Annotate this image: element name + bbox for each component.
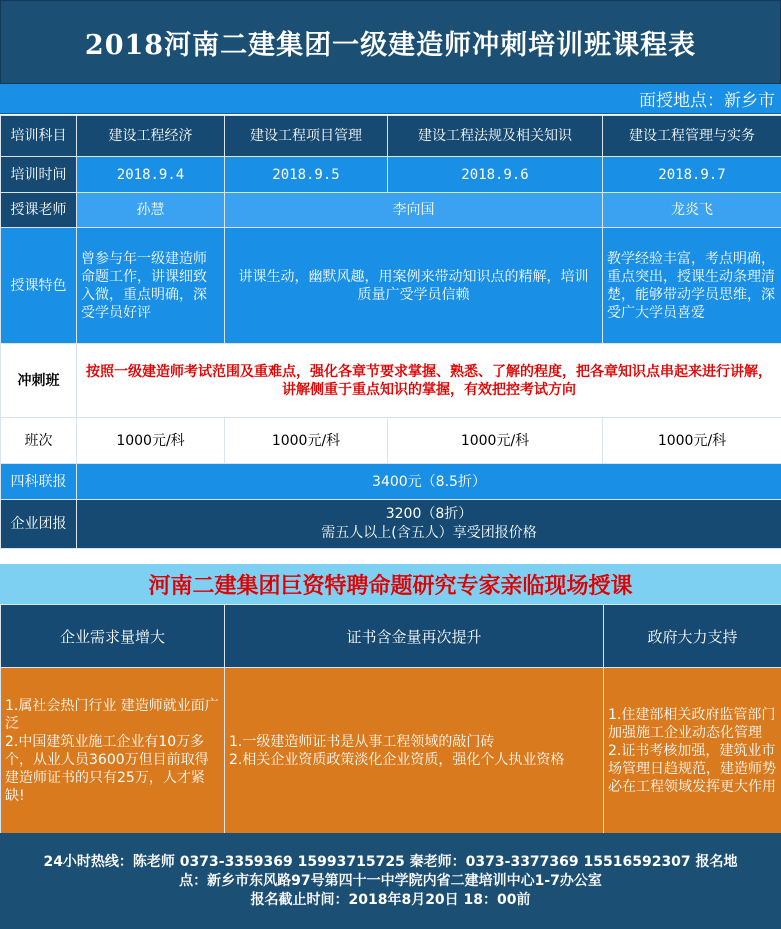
highlight-line: 2.中国建筑业施工企业有10万多个，从业人员3600万但目前取得建造师证书的只有25万，人才紧缺! — [5, 733, 209, 804]
sprint-label: 冲刺班 — [1, 344, 77, 418]
highlight-heading: 政府大力支持 — [604, 605, 781, 668]
address-text: 点：新乡市东风路97号第四十一中学院内省二建培训中心1-7办公室 — [179, 873, 602, 889]
highlight-line: 1.一级建造师证书是从事工程领域的敲门砖 — [229, 733, 495, 750]
sprint-row — [1, 344, 781, 418]
highlight-line: 2.相关企业资质政策淡化企业资质，强化个人执业资格 — [229, 751, 565, 768]
combo-price: 3400元（8.5折） — [77, 464, 781, 500]
feature-label: 授课特色 — [1, 228, 77, 344]
highlight-line: 1.属社会热门行业 建造师就业面广泛 — [5, 697, 219, 732]
highlight-line: 2.证书考核加强，建筑业市场管理日趋规范，建造师势必在工程领域发挥更大作用 — [608, 742, 776, 795]
sprint-description: 按照一级建造师考试范围及重难点，强化各章节要求掌握、熟悉、了解的程度，把各章知识点串起来进行讲解，讲解侧重于重点知识的掌握，有效把控考试方向 — [77, 344, 781, 418]
group-row — [1, 500, 781, 549]
teacher-label: 授课老师 — [1, 193, 77, 228]
location-band — [0, 84, 781, 114]
highlight-line: 1.住建部相关政府监管部门加强施工企业动态化管理 — [608, 706, 776, 741]
group-label: 企业团报 — [1, 500, 77, 549]
date-cell: 2018.9.7 — [603, 157, 781, 193]
feature-cell: 曾参与年一级建造师命题工作，讲课细致入微，重点明确，深受学员好评 — [77, 228, 225, 344]
price-cell: 1000元/科 — [77, 418, 225, 464]
group-price-cell — [77, 500, 781, 549]
highlight-body — [225, 668, 604, 834]
location-text: 面授地点：新乡市 — [639, 91, 775, 111]
teacher-cell: 李向国 — [225, 193, 603, 228]
subject-cell: 建设工程法规及相关知识 — [388, 116, 603, 157]
teacher-cell: 龙炎飞 — [603, 193, 781, 228]
slogan-band — [0, 564, 781, 604]
deadline-text: 报名截止时间：2018年8月20日 18：00前 — [250, 892, 531, 908]
feature-row — [1, 228, 781, 344]
combo-row — [1, 464, 781, 500]
date-cell: 2018.9.6 — [388, 157, 603, 193]
hotline-text: 24小时热线：陈老师 0373-3359369 15993715725 秦老师：0373-3377369 15516592307 报名地 — [43, 854, 738, 870]
group-note: 需五人以上(含五人）享受团报价格 — [321, 525, 537, 541]
highlight-heading: 企业需求量增大 — [1, 605, 225, 668]
group-price: 3200（8折） — [385, 506, 473, 522]
time-label: 培训时间 — [1, 157, 77, 193]
subject-cell: 建设工程管理与实务 — [603, 116, 781, 157]
slogan-text: 河南二建集团巨资特聘命题研究专家亲临现场授课 — [148, 572, 633, 599]
subject-label: 培训科目 — [1, 116, 77, 157]
contact-footer — [0, 833, 781, 929]
subject-cell: 建设工程项目管理 — [225, 116, 388, 157]
feature-cell: 讲课生动，幽默风趣，用案例来带动知识点的精解，培训质量广受学员信赖 — [225, 228, 603, 344]
price-cell: 1000元/科 — [388, 418, 603, 464]
highlight-body — [604, 668, 781, 834]
price-cell: 1000元/科 — [603, 418, 781, 464]
highlight-body — [1, 668, 225, 834]
date-cell: 2018.9.5 — [225, 157, 388, 193]
subject-cell: 建设工程经济 — [77, 116, 225, 157]
combo-label: 四科联报 — [1, 464, 77, 500]
subject-row — [1, 116, 781, 157]
date-cell: 2018.9.4 — [77, 157, 225, 193]
title-band — [0, 0, 781, 84]
teacher-row — [1, 193, 781, 228]
highlight-heading: 证书含金量再次提升 — [225, 605, 604, 668]
page-title: 2018河南二建集团一级建造师冲刺培训班课程表 — [84, 29, 697, 61]
class-label: 班次 — [1, 418, 77, 464]
highlights-table — [0, 604, 781, 834]
highlights-body-row — [1, 668, 781, 834]
price-cell: 1000元/科 — [225, 418, 388, 464]
class-row — [1, 418, 781, 464]
time-row — [1, 157, 781, 193]
highlights-header-row — [1, 605, 781, 668]
teacher-cell: 孙慧 — [77, 193, 225, 228]
feature-cell: 教学经验丰富，考点明确，重点突出，授课生动条理清楚，能够带动学员思维，深受广大学员喜爱 — [603, 228, 781, 344]
schedule-table — [0, 115, 781, 549]
